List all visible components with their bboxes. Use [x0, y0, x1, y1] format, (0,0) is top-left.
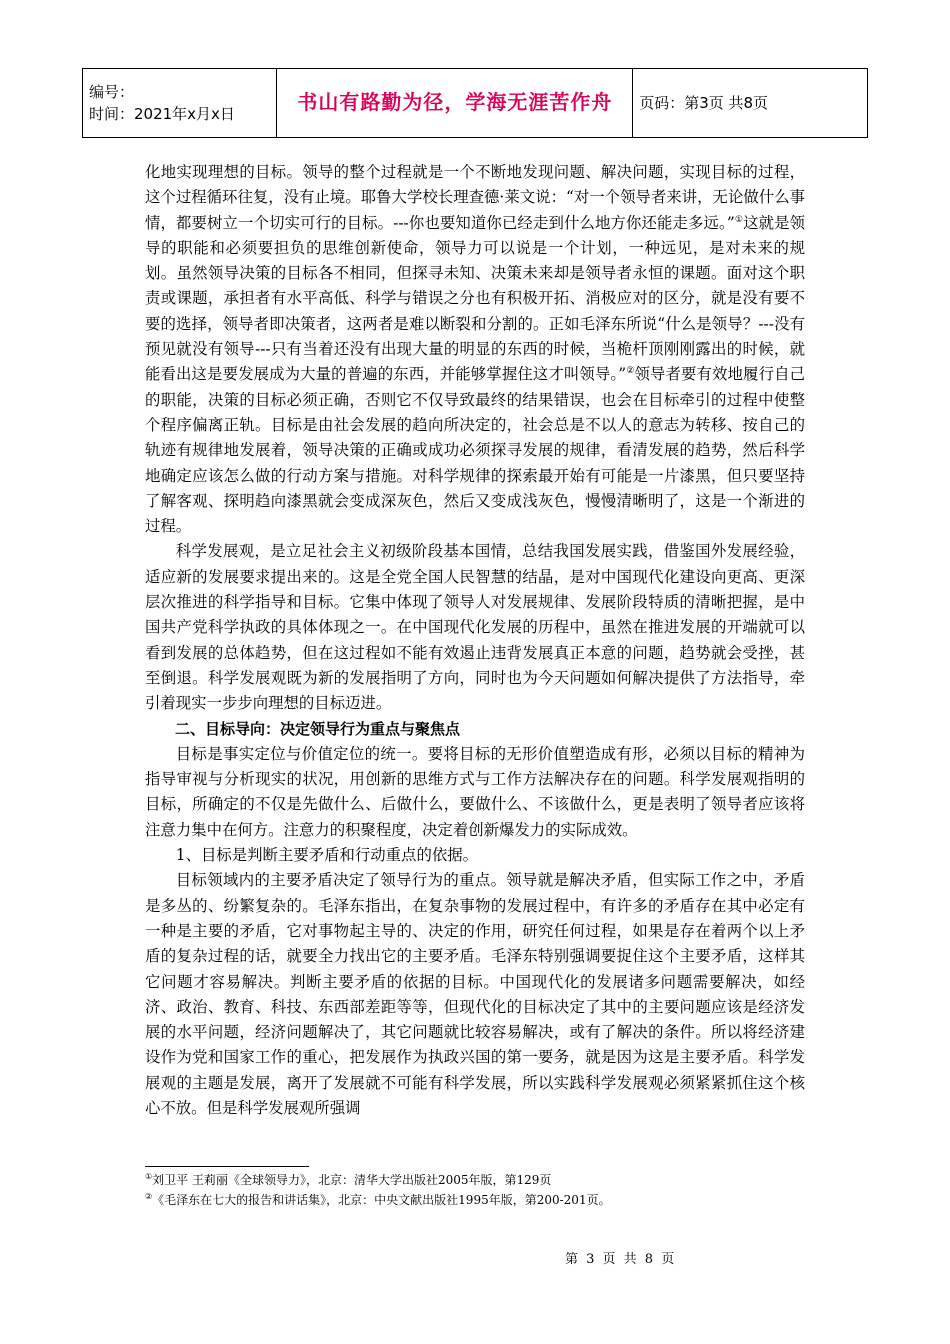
footnote-text: 《毛泽东在七大的报告和讲话集》，北京：中央文献出版社1995年版，第200-201页。 [152, 1193, 611, 1207]
footnote-1 [145, 1170, 825, 1190]
subsection-heading: 1、目标是判断主要矛盾和行动重点的依据。 [175, 846, 479, 865]
footnote-2 [145, 1190, 825, 1210]
body-paragraph [145, 160, 805, 539]
footnote-mark: ① [145, 1172, 153, 1181]
body-paragraph: 目标是事实定位与价值定位的统一。要将目标的无形价值塑造成有形，必须以目标的精神为指导审视与分析现实的状况，用创新的思维方式与工作方法解决存在的问题。科学发展观指明的目标，所确定的不仅是先做什么、后做什么，要做什么、不该做什么，更是表明了领导者应该将注意力集中在何方。注意力的积聚程度，决定着创新爆发力的实际成效。 [145, 744, 805, 839]
header-meta-cell [83, 69, 277, 138]
document-body [145, 160, 805, 1121]
body-paragraph: 目标领域内的主要矛盾决定了领导行为的重点。领导就是解决矛盾，但实际工作之中，矛盾是多丛的、纷繁复杂的。毛泽东指出，在复杂事物的发展过程中，有许多的矛盾存在其中必定有一种是主要的矛盾，它对事物起主导的、决定的作用，研究任何过程，如果是存在着两个以上矛盾的复杂过程的话，就要全力找出它的主要矛盾。毛泽东特别强调要捉住这个主要矛盾，这样其它问题才容易解决。判断主要矛盾的依据的目标。中国现代化的发展诸多问题需要解决，如经济、政治、教育、科技、东西部差距等等，但现代化的目标决定了其中的主要问题应该是经济发展的水平问题，经济问题解决了，其它问题就比较容易解决，或有了解决的条件。所以将经济建设作为党和国家工作的重心，把发展作为执政兴国的第一要务，就是因为这是主要矛盾。科学发展观的主题是发展，离开了发展就不可能有科学发展，所以实践科学发展观必须紧紧抓住这个核心不放。但是科学发展观所强调 [145, 871, 805, 1117]
page-footer: 第 3 页 共 8 页 [565, 1252, 677, 1267]
footnotes [145, 1170, 825, 1210]
footnote-text: 刘卫平 王莉丽《全球领导力》，北京：清华大学出版社2005年版，第129页 [152, 1173, 552, 1187]
paragraph-text: 领导者要有效地履行自己的职能，决策的目标必须正确，否则它不仅导致最终的结果错误，也会在目标牵引的过程中使整个程序偏离正轨。目标是由社会发展的趋向所决定的，社会总是不以人的意志为转移、按自己的轨迹有规律地发展着，领导决策的正确或成功必须探寻发展的规律，看清发展的趋势，然后科学地确定应该怎么做的行动方案与措施。对科学规律的探索最开始有可能是一片漆黑，但只要坚持了解客观、探明趋向漆黑就会变成深灰色，然后又变成浅灰色，慢慢清晰明了，这是一个渐进的过程。 [145, 365, 805, 536]
header-motto-cell [277, 69, 633, 138]
header-page-cell [633, 69, 868, 138]
section-heading: 二、目标导向：决定领导行为重点与聚焦点 [175, 719, 461, 738]
body-paragraph: 科学发展观，是立足社会主义初级阶段基本国情，总结我国发展实践，借鉴国外发展经验，适应新的发展要求提出来的。这是全党全国人民智慧的结晶，是对中国现代化建设向更高、更深层次推进的科学指导和目标。它集中体现了领导人对发展规律、发展阶段特质的清晰把握，是中国共产党科学执政的具体体现之一。在中国现代化发展的历程中，虽然在推进发展的开端就可以看到发展的总体趋势，但在这过程如不能有效遏止违背发展真正本意的问题，趋势就会受挫，甚至倒退。科学发展观既为新的发展指明了方向，同时也为今天问题如何解决提供了方法指导，牵引着现实一步步向理想的目标迈进。 [145, 542, 805, 713]
footnote-separator [145, 1166, 309, 1167]
doc-number-label: 编号： [89, 83, 135, 101]
footnote-ref-1: ① [734, 214, 744, 225]
doc-time-label: 时间：2021年x月x日 [89, 105, 235, 123]
page-header [82, 68, 868, 138]
paragraph-text: 这就是领导的职能和必须要担负的思维创新使命，领导力可以说是一个计划，一种远见，是对未来的规划。虽然领导决策的目标各不相同，但探寻未知、决策未来却是领导者永恒的课题。面对这个职责或课题，承担者有水平高低、科学与错误之分也有积极开拓、消极应对的区分，就是没有要不要的选择，领导者即决策者，这两者是难以断裂和分割的。正如毛泽东所说“什么是领导？---没有预见就没有领导---只有当着还没有出现大量的明显的东西的时候，当桅杆顶刚刚露出的时候，就能看出这是要发展成为大量的普遍的东西，并能够掌握住这才叫领导。” [145, 213, 805, 384]
header-page-label: 页码：第3页 共8页 [639, 94, 769, 112]
header-motto: 书山有路勤为径，学海无涯苦作舟 [297, 90, 613, 114]
footnote-mark: ② [145, 1192, 153, 1201]
footnote-ref-2: ② [626, 366, 635, 377]
paragraph-text: 化地实现理想的目标。领导的整个过程就是一个不断地发现问题、解决问题，实现目标的过程，这个过程循环往复，没有止境。耶鲁大学校长理查德·莱文说：“对一个领导者来讲，无论做什么事情，都要树立一个切实可行的目标。---你也要知道你已经走到什么地方你还能走多远。” [145, 163, 805, 232]
